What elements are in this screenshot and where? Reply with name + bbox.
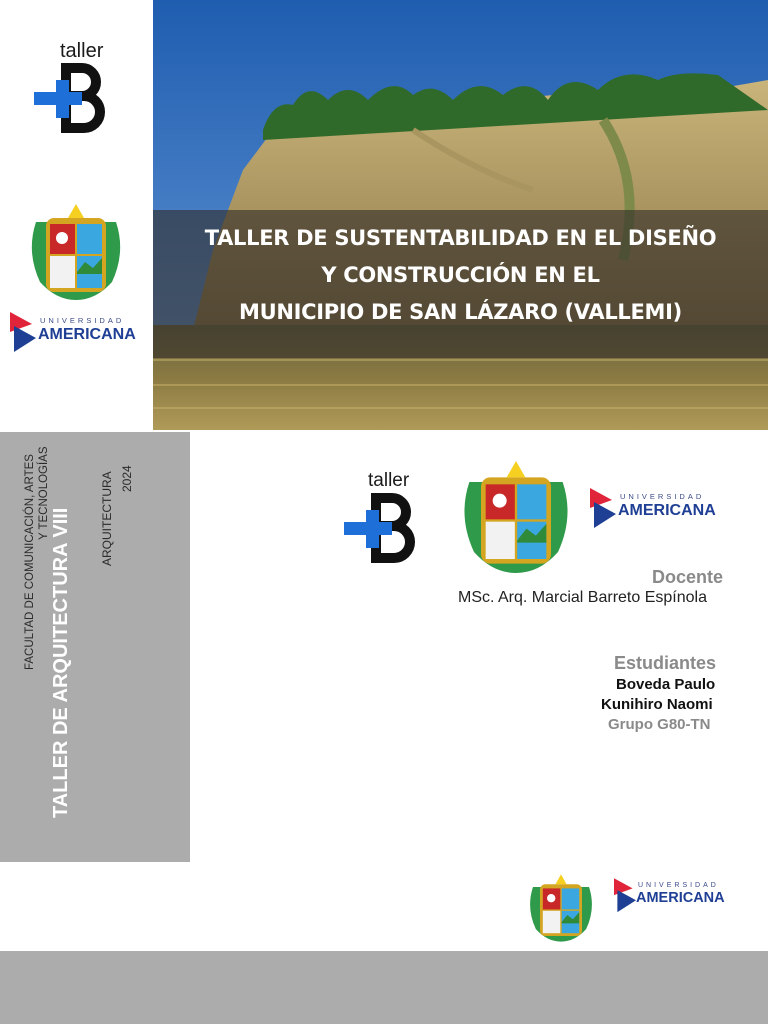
year-label: 2024 <box>120 465 134 492</box>
ua-top-text-mid: UNIVERSIDAD <box>620 492 705 501</box>
ua-name-text-mid: AMERICANA <box>618 502 716 519</box>
plus-b-icon-large <box>338 470 428 570</box>
taller-b-logo-large <box>338 470 428 570</box>
ua-top-text-bottom: UNIVERSIDAD <box>638 882 719 889</box>
ua-flag-icon-bottom <box>614 878 636 914</box>
side-panel <box>0 432 190 862</box>
municipal-shield-icon <box>28 202 124 302</box>
ua-top-text: UNIVERSIDAD <box>40 316 125 325</box>
hero-title-band <box>153 210 768 358</box>
group-label: Grupo G80-TN <box>608 716 711 733</box>
faculty-line-2: Y TECNOLOGÍAS <box>38 446 50 540</box>
ua-name-text-bottom: AMERICANA <box>636 890 725 906</box>
ua-flag-icon <box>10 312 36 354</box>
plus-b-icon <box>28 40 118 140</box>
hero-title-line-2: Y CONSTRUCCIÓN EN EL <box>321 263 600 287</box>
universidad-americana-logo-mid <box>590 488 730 532</box>
estudiantes-label: Estudiantes <box>614 653 717 673</box>
taller-word: taller <box>60 40 104 62</box>
ua-name-text: AMERICANA <box>38 326 136 343</box>
faculty-line-1: FACULTAD DE COMUNICACIÓN, ARTES <box>24 454 36 670</box>
municipal-shield-icon-small <box>527 873 595 943</box>
career-label: ARQUITECTURA <box>100 471 114 566</box>
hero-banner <box>153 0 768 430</box>
docente-label: Docente <box>652 567 724 587</box>
taller-b-logo <box>28 40 118 140</box>
student-name-2: Kunihiro Naomi <box>601 696 713 713</box>
logo-column <box>0 0 153 430</box>
hero-title-line-1: TALLER DE SUSTENTABILIDAD EN EL DISEÑO <box>204 226 717 250</box>
student-name-1: Boveda Paulo <box>616 676 716 693</box>
hero-title-line-3: MUNICIPIO DE SAN LÁZARO (VALLEMI) <box>239 300 682 324</box>
universidad-americana-logo-bottom <box>614 878 744 918</box>
footer-band <box>0 951 768 1024</box>
taller-word-large: taller <box>368 470 410 491</box>
universidad-americana-logo <box>10 310 150 354</box>
course-title: TALLER DE ARQUITECTURA VIII <box>50 507 72 818</box>
ua-flag-icon-mid <box>590 488 616 530</box>
municipal-shield-icon-large <box>460 458 572 576</box>
docente-name: MSc. Arq. Marcial Barreto Espínola <box>458 589 707 606</box>
